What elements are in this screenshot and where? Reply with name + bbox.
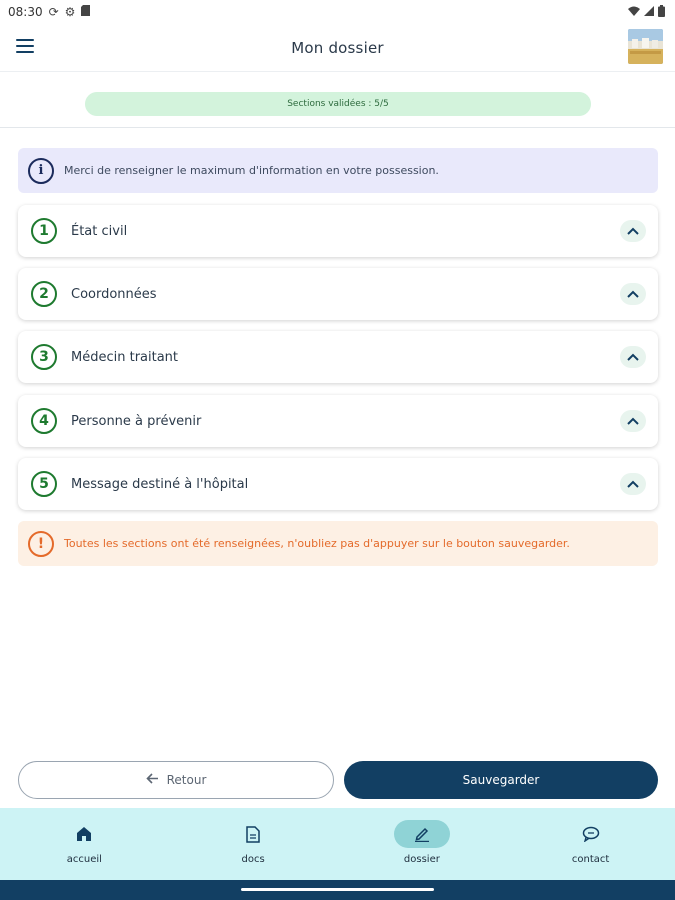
- section-number-badge: 2: [31, 281, 57, 307]
- warning-banner: [18, 521, 658, 566]
- save-button[interactable]: [344, 761, 658, 799]
- section-number-badge: 1: [31, 218, 57, 244]
- avatar[interactable]: [628, 29, 663, 64]
- nav-item-contact[interactable]: [506, 808, 675, 880]
- section-number-badge: 4: [31, 408, 57, 434]
- back-button-label: Retour: [166, 773, 207, 787]
- section-label: Coordonnées: [71, 286, 157, 302]
- pencil-icon: [394, 820, 450, 848]
- gesture-handle[interactable]: [241, 888, 434, 891]
- chevron-up-icon[interactable]: [620, 473, 646, 495]
- info-icon: i: [28, 158, 54, 184]
- warning-text: Toutes les sections ont été renseignées, n'oubliez pas d'appuyer sur le bouton sauvegarder.: [64, 537, 570, 550]
- status-left: [8, 5, 90, 19]
- section-medecin-traitant[interactable]: [18, 331, 658, 383]
- section-label: Message destiné à l'hôpital: [71, 476, 249, 492]
- progress-bar: [85, 92, 591, 116]
- progress-label: Sections validées : 5/5: [287, 99, 389, 109]
- signal-icon: [644, 5, 654, 19]
- status-right: [628, 5, 665, 20]
- sim-card-icon: [81, 5, 90, 19]
- wifi-icon: [628, 5, 640, 19]
- nav-label: docs: [241, 854, 265, 865]
- chevron-up-icon[interactable]: [620, 220, 646, 242]
- home-icon: [56, 820, 112, 848]
- section-message-hopital[interactable]: [18, 458, 658, 510]
- nav-label: accueil: [66, 854, 102, 865]
- back-button[interactable]: [18, 761, 334, 799]
- alert-icon: !: [28, 531, 54, 557]
- nav-item-docs[interactable]: [169, 808, 338, 880]
- nav-item-dossier[interactable]: [338, 808, 507, 880]
- document-icon: [225, 820, 281, 848]
- nav-label: contact: [571, 854, 610, 865]
- nav-item-accueil[interactable]: [0, 808, 169, 880]
- chevron-up-icon[interactable]: [620, 346, 646, 368]
- section-personne-a-prevenir[interactable]: [18, 395, 658, 447]
- status-time: 08:30: [8, 5, 43, 19]
- gesture-bar: [0, 880, 675, 900]
- bottom-nav: [0, 808, 675, 880]
- status-bar: [0, 0, 675, 24]
- chat-icon: [563, 820, 619, 848]
- section-number-badge: 3: [31, 344, 57, 370]
- nav-label: dossier: [403, 854, 440, 865]
- section-label: État civil: [71, 223, 128, 239]
- section-coordonnees[interactable]: [18, 268, 658, 320]
- section-number-badge: 5: [31, 471, 57, 497]
- page-title: Mon dossier: [291, 38, 384, 57]
- section-etat-civil[interactable]: [18, 205, 658, 257]
- chevron-up-icon[interactable]: [620, 283, 646, 305]
- app-header: [0, 24, 675, 72]
- menu-icon[interactable]: [16, 39, 34, 53]
- section-label: Personne à prévenir: [71, 413, 202, 429]
- sync-icon: ⟳: [48, 5, 59, 19]
- save-button-label: Sauvegarder: [462, 773, 540, 787]
- info-text: Merci de renseigner le maximum d'information en votre possession.: [64, 164, 439, 177]
- arrow-left-icon: [146, 773, 159, 787]
- chevron-up-icon[interactable]: [620, 410, 646, 432]
- info-banner: [18, 148, 658, 193]
- section-label: Médecin traitant: [71, 349, 179, 365]
- battery-icon: [658, 5, 665, 20]
- progress-section: [0, 72, 675, 128]
- gear-icon: ⚙: [64, 5, 76, 19]
